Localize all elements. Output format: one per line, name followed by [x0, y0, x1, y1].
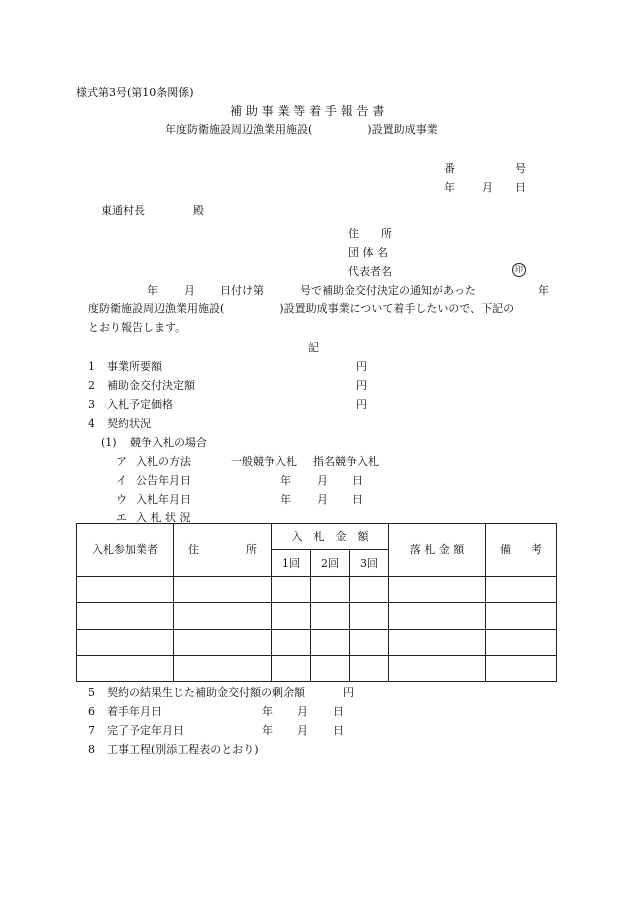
header-bid-amount: 入 札 金 額 — [272, 524, 389, 550]
item-7-nen: 年 — [262, 724, 273, 737]
item-2-unit: 円 — [356, 379, 367, 392]
body-line1-year2: 年 — [538, 284, 549, 297]
sub-a-opt1: 一般競争入札 — [231, 455, 297, 468]
header-round-3: 3回 — [350, 550, 389, 576]
applicant-group: 団 体 名 — [348, 246, 388, 259]
bid-status-table — [76, 523, 557, 682]
addressee-honorific: 殿 — [193, 204, 204, 217]
header-address — [174, 524, 272, 577]
applicant-address: 住 所 — [348, 227, 392, 240]
sub-i-label: 公告年月日 — [136, 474, 191, 487]
item-1-unit: 円 — [356, 360, 367, 373]
item-4-label: 契約状況 — [107, 417, 151, 430]
date-hi: 日 — [515, 181, 526, 194]
item-7-tsuki: 月 — [297, 724, 308, 737]
addressee-name: 東通村長 — [101, 204, 145, 217]
sub-i-hi: 日 — [352, 474, 363, 487]
form-subtitle: 年度防衛施設周辺漁業用施設( )設置助成事業 — [165, 123, 438, 136]
header-address-2: 所 — [246, 543, 257, 557]
sub-i-kana: イ — [116, 474, 127, 487]
date-tsuki: 月 — [482, 181, 493, 194]
sub1-label: 競争入札の場合 — [130, 436, 207, 449]
header-round-2: 2回 — [311, 550, 350, 576]
item-6-hi: 日 — [333, 705, 344, 718]
item-3-no: 3 — [88, 398, 95, 411]
sub-a-opt2: 指名競争入札 — [313, 455, 379, 468]
sub-u-label: 入札年月日 — [136, 493, 191, 506]
table-row — [77, 576, 557, 602]
date-nen: 年 — [444, 181, 455, 194]
item-8-label: 工事工程(別添工程表のとおり) — [107, 743, 259, 756]
item-6-tsuki: 月 — [297, 705, 308, 718]
table-row — [77, 655, 557, 681]
body-line1-notice: 号で補助金交付決定の通知があった — [300, 284, 476, 297]
item-3-unit: 円 — [356, 398, 367, 411]
body-line3: とおり報告します。 — [88, 321, 187, 334]
item-4-no: 4 — [88, 417, 95, 430]
item-7-label: 完了予定年月日 — [107, 724, 184, 737]
body-line2: 度防衛施設周辺漁業用施設( )設置助成事業について着手したいので、下記の — [88, 302, 515, 315]
sub-a-kana: ア — [116, 455, 127, 468]
header-remarks-2: 考 — [531, 543, 542, 557]
item-5-unit: 円 — [343, 686, 354, 699]
sub-e-kana: エ — [116, 511, 127, 524]
sub-u-kana: ウ — [116, 493, 127, 506]
doc-no-ban: 番 — [444, 162, 455, 175]
header-address-1: 住 — [188, 543, 199, 557]
item-6-nen: 年 — [262, 705, 273, 718]
header-bidder: 入札参加業者 — [77, 524, 174, 577]
header-remarks-1: 備 — [500, 543, 511, 557]
body-line1-year: 年 — [147, 284, 158, 297]
sub-u-hi: 日 — [352, 493, 363, 506]
item-8-no: 8 — [88, 743, 95, 756]
header-remarks — [486, 524, 557, 577]
item-7-hi: 日 — [333, 724, 344, 737]
item-6-label: 着手年月日 — [107, 705, 162, 718]
header-winning-amount: 落 札 金 額 — [389, 524, 486, 577]
item-1-no: 1 — [88, 360, 95, 373]
header-round-1: 1回 — [272, 550, 311, 576]
seal-mark: 印 — [512, 263, 526, 277]
item-6-no: 6 — [88, 705, 95, 718]
sub-u-tsuki: 月 — [317, 493, 328, 506]
form-title: 補 助 事 業 等 着 手 報 告 書 — [230, 104, 385, 118]
sub-i-nen: 年 — [280, 474, 291, 487]
item-2-label: 補助金交付決定額 — [107, 379, 195, 392]
item-5-label: 契約の結果生じた補助金交付額の剰余額 — [107, 686, 305, 699]
doc-no-go: 号 — [515, 162, 526, 175]
table-row — [77, 629, 557, 655]
applicant-rep: 代表者名 — [348, 265, 392, 278]
sub-i-tsuki: 月 — [317, 474, 328, 487]
item-2-no: 2 — [88, 379, 95, 392]
item-3-label: 入札予定価格 — [107, 398, 173, 411]
ki-heading: 記 — [308, 341, 319, 354]
item-5-no: 5 — [88, 686, 95, 699]
form-number: 様式第3号(第10条関係) — [76, 86, 194, 99]
sub1-no: (1) — [101, 436, 117, 449]
body-line1-month: 月 — [184, 284, 195, 297]
sub-e-label: 入 札 状 況 — [136, 511, 191, 524]
item-1-label: 事業所要額 — [107, 360, 162, 373]
item-7-no: 7 — [88, 724, 95, 737]
table-row — [77, 603, 557, 629]
sub-u-nen: 年 — [280, 493, 291, 506]
body-line1-date: 日付け第 — [220, 284, 264, 297]
sub-a-label: 入札の方法 — [136, 455, 191, 468]
